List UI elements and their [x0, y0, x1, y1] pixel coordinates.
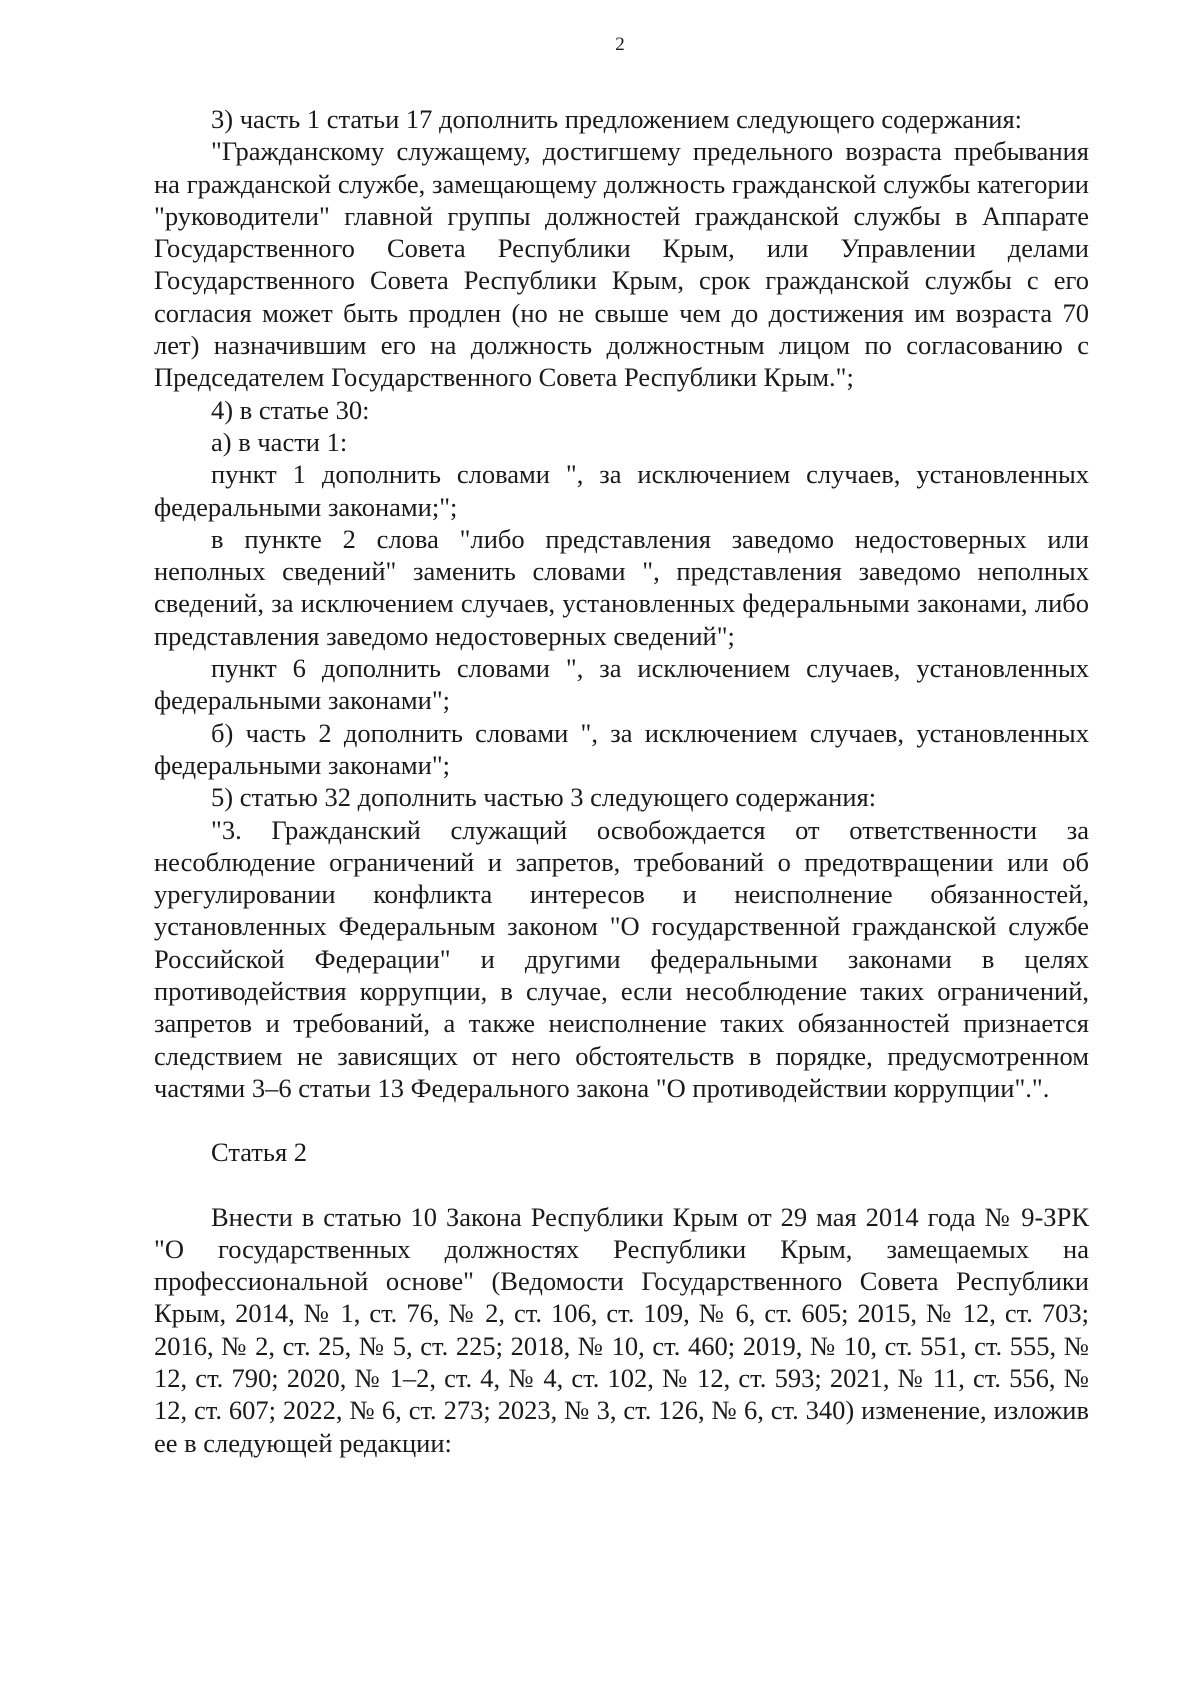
item-3-quote: "Гражданскому служащему, достигшему предельного возраста пребывания на гражданской службе, замещающему должность гражданской службы категории "руководители" главной группы должностей гражданской службы в Аппарате Государственного Совета Республики Крым, или Управлении делами Государственного Совета Республики Крым, срок гражданской службы с его согласия может быть продлен (но не свыше чем до достижения им возраста 70 лет) назначившим его на должность должностным лицом по согласованию с Председателем Государственного Совета Республики Крым.";: [154, 136, 1089, 393]
item-3-intro: 3) часть 1 статьи 17 дополнить предложением следующего содержания:: [211, 104, 1023, 134]
article-2-heading: Статья 2: [211, 1137, 308, 1168]
item-4a-point-1: пункт 1 дополнить словами ", за исключением случаев, установленных федеральными законами;";: [154, 459, 1089, 522]
document-body: [154, 103, 1089, 1459]
item-4-intro: 4) в статье 30:: [211, 394, 370, 425]
spacer: [154, 1104, 1089, 1136]
article-2-body: Внести в статью 10 Закона Республики Крым от 29 мая 2014 года № 9-ЗРК "О государственных должностях Республики Крым, замещаемых на профессиональной основе" (Ведомости Государственного Совета Республики Крым, 2014, № 1, ст. 76, № 2, ст. 106, ст. 109, № 6, ст. 605; 2015, № 12, ст. 703; 2016, № 2, ст. 25, № 5, ст. 225; 2018, № 10, ст. 460; 2019, № 10, ст. 551, ст. 555, № 12, ст. 790; 2020, № 1–2, ст. 4, № 4, ст. 102, № 12, ст. 593; 2021, № 11, ст. 556, № 12, ст. 607; 2022, № 6, ст. 273; 2023, № 3, ст. 126, № 6, ст. 340) изменение, изложив ее в следующей редакции:: [154, 1201, 1089, 1458]
item-4b: б) часть 2 дополнить словами ", за исключением случаев, установленных федеральными законами";: [154, 717, 1089, 780]
spacer: [154, 1169, 1089, 1201]
item-4a-point-2: в пункте 2 слова "либо представления заведомо недостоверных или неполных сведений" заменить словами ", представления заведомо неполных сведений, за исключением случаев, установленных федеральными законами, либо представления заведомо недостоверных сведений";: [154, 523, 1089, 651]
item-5-intro: 5) статью 32 дополнить частью 3 следующего содержания:: [211, 782, 877, 813]
item-4a-intro: а) в части 1:: [211, 426, 348, 457]
page-number: 2: [615, 34, 625, 55]
item-4a-point-6: пункт 6 дополнить словами ", за исключением случаев, установленных федеральными законами";: [154, 653, 1089, 716]
item-5-quote: "3. Гражданский служащий освобождается от ответственности за несоблюдение ограничений и запретов, требований о предотвращении или об урегулировании конфликта интересов и неисполнение обязанностей, установленных Федеральным законом "О государственной гражданской службе Российской Федерации" и другими федеральными законами в целях противодействия коррупции, в случае, если несоблюдение таких ограничений, запретов и требований, а также неисполнение таких обязанностей признается следствием не зависящих от него обстоятельств в порядке, предусмотренном частями 3–6 статьи 13 Федерального закона "О противодействии коррупции".".: [154, 814, 1089, 1103]
